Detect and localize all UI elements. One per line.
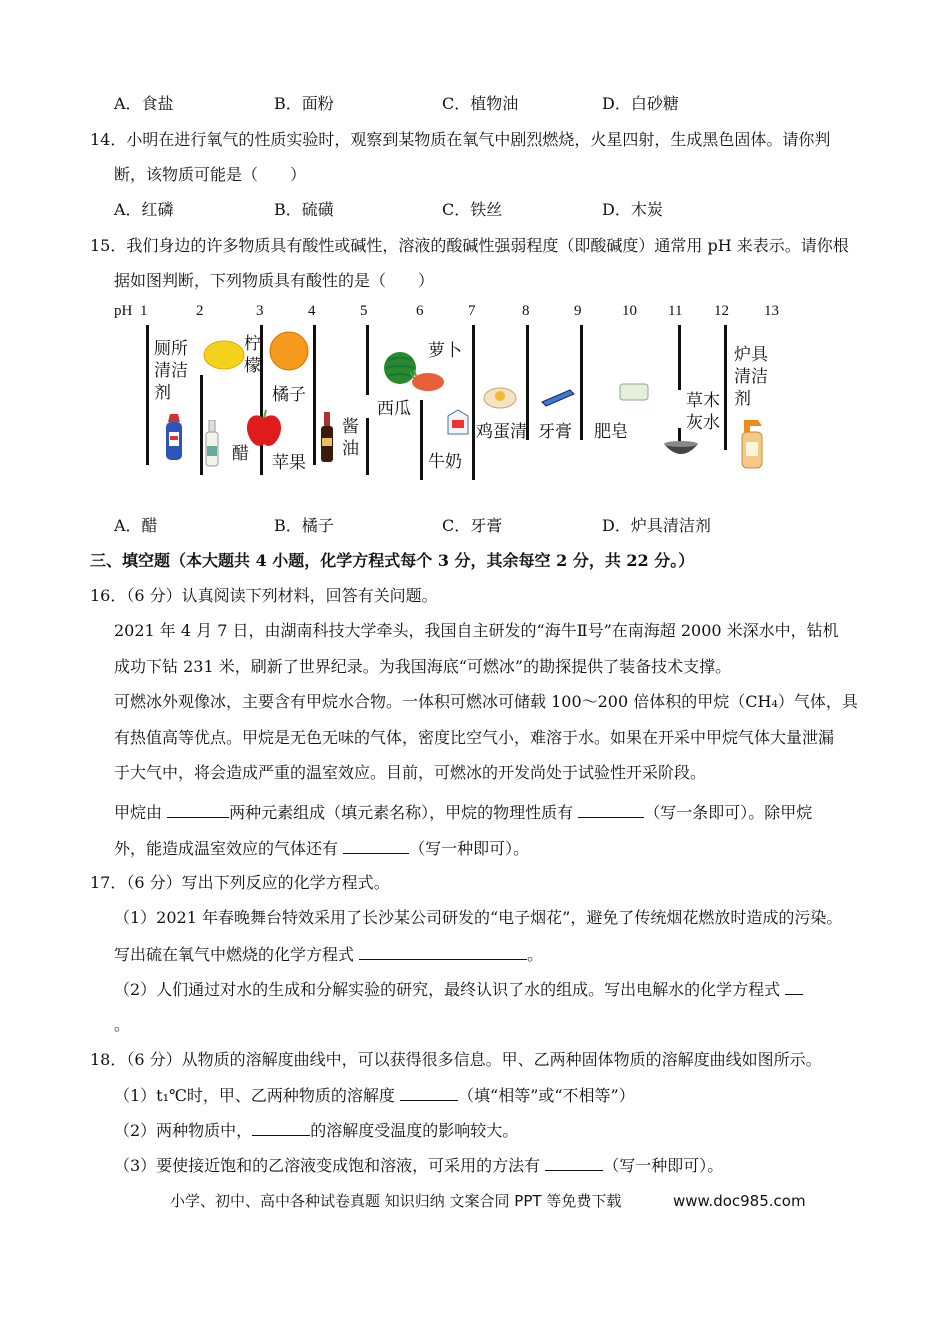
q15-option-b: B．橘子 [274, 516, 334, 535]
orange-icon [268, 330, 310, 372]
footer-url[interactable]: www.doc985.com [673, 1192, 806, 1210]
ph-bar-9 [580, 325, 583, 440]
milk-carton-icon [444, 408, 472, 436]
ph-bar-7 [472, 325, 475, 480]
label-egg-white: 鸡蛋清 [476, 422, 527, 442]
ph-tick-1: 1 [140, 303, 148, 319]
soap-icon [616, 380, 652, 404]
ph-bar-1 [146, 325, 149, 465]
q14-stem-line1: 14．小明在进行氧气的性质实验时，观察到某物质在氧气中剧烈燃烧，火星四射，生成黑色固体。请你判 [90, 130, 831, 149]
q16-p3a-text2: 两种元素组成（填元素名称），甲烷的物理性质有 [229, 803, 579, 822]
radish-icon [410, 368, 448, 394]
q17-s1b [114, 943, 543, 966]
q14-stem-line2: 断，该物质可能是（ ） [114, 165, 307, 184]
label-milk: 牛奶 [428, 452, 462, 472]
q13-option-b: B．面粉 [274, 94, 334, 113]
q18-head: 18．（6 分）从物质的溶解度曲线中，可以获得很多信息。甲、乙两种固体物质的溶解度曲线如图所示。 [90, 1050, 822, 1069]
q18-s2-text1: （2）两种物质中， [114, 1121, 253, 1140]
stove-cleaner-spray-icon [738, 418, 766, 470]
footer-text: 小学、初中、高中各种试卷真题 知识归纳 文案合同 PPT 等免费下载 [170, 1192, 622, 1210]
ph-axis-label: pH [114, 303, 133, 319]
q16-p3b [114, 837, 529, 860]
lemon-icon [202, 338, 246, 372]
q18-s1-text2: （填“相等”或“不相等”） [458, 1086, 635, 1105]
ph-tick-4: 4 [308, 303, 316, 319]
q16-blank-3[interactable] [343, 837, 409, 854]
q17-s1b-text1: 写出硫在氧气中燃烧的化学方程式 [114, 945, 360, 964]
ph-tick-8: 8 [522, 303, 530, 319]
ph-bar-5a [366, 325, 369, 395]
label-orange: 橘子 [272, 385, 306, 405]
label-apple: 苹果 [272, 453, 306, 473]
ash-water-bowl-icon [662, 440, 700, 460]
q16-head: 16．（6 分）认真阅读下列材料，回答有关问题。 [90, 586, 438, 605]
ph-tick-10: 10 [622, 303, 637, 319]
q18-s3 [114, 1154, 723, 1177]
ph-bar-5b [366, 418, 369, 475]
q17-s2b: 。 [114, 1015, 131, 1034]
ph-tick-13: 13 [764, 303, 779, 319]
label-soap: 肥皂 [594, 422, 628, 442]
q16-p3a [114, 801, 812, 824]
label-toothpaste: 牙膏 [538, 422, 572, 442]
q17-s1a: （1）2021 年春晚舞台特效采用了长沙某公司研发的“电子烟花”，避免了传统烟花燃放时造成的污染。 [114, 908, 843, 927]
ph-bar-4 [313, 325, 316, 465]
label-toilet-cleaner: 厕所清洁剂 [154, 339, 188, 403]
ph-tick-7: 7 [468, 303, 476, 319]
q13-option-a: A．食盐 [114, 94, 174, 113]
ph-chart [110, 300, 790, 490]
q16-p3a-text3: （写一条即可）。除甲烷 [644, 803, 813, 822]
ph-tick-3: 3 [256, 303, 264, 319]
label-soy-sauce: 酱油 [342, 417, 359, 459]
q16-p3b-text1: 外，能造成温室效应的气体还有 [114, 839, 344, 858]
q17-s2a-text: （2）人们通过对水的生成和分解实验的研究，最终认识了水的组成。写出电解水的化学方程式 [114, 980, 786, 999]
ph-tick-5: 5 [360, 303, 368, 319]
q17-head: 17．（6 分）写出下列反应的化学方程式。 [90, 873, 390, 892]
q16-blank-1[interactable] [167, 801, 229, 818]
q18-blank-2[interactable] [252, 1119, 310, 1136]
q18-blank-1[interactable] [400, 1084, 458, 1101]
vinegar-bottle-icon [203, 420, 221, 468]
ph-bar-12 [724, 325, 727, 450]
q16-p2a: 可燃冰外观像冰，主要含有甲烷水合物。一体积可燃冰可储载 100～200 倍体积的甲烷（CH₄）气体，具 [114, 692, 858, 711]
ph-bar-6 [420, 400, 423, 480]
section-3-heading: 三、填空题（本大题共 4 小题，化学方程式每个 3 分，其余每空 2 分，共 22 分。） [90, 551, 695, 570]
toothpaste-icon [540, 388, 576, 408]
q15-option-c: C．牙膏 [442, 516, 503, 535]
ph-tick-12: 12 [714, 303, 729, 319]
q13-option-c: C．植物油 [442, 94, 519, 113]
q18-blank-3[interactable] [545, 1154, 603, 1171]
q15-option-a: A．醋 [114, 516, 158, 535]
q17-s1b-text2: 。 [527, 945, 544, 964]
q14-option-a: A．红磷 [114, 200, 174, 219]
q15-stem-line1: 15．我们身边的许多物质具有酸性或碱性，溶液的酸碱性强弱程度（即酸碱度）通常用 pH 来表示。请你根 [90, 236, 849, 255]
q16-p1a: 2021 年 4 月 7 日，由湖南科技大学牵头，我国自主研发的“海牛Ⅱ号”在南海超 2000 米深水中，钻机 [114, 621, 839, 640]
label-radish: 萝卜 [428, 341, 462, 361]
ph-tick-11: 11 [668, 303, 683, 319]
q16-blank-2[interactable] [578, 801, 644, 818]
soy-sauce-bottle-icon [319, 412, 335, 464]
label-stove-cleaner: 炉具清洁剂 [734, 345, 768, 409]
label-ash-water: 草木灰水 [686, 391, 720, 433]
q13-option-d: D．白砂糖 [602, 94, 679, 113]
q18-s2-text2: 的溶解度受温度的影响较大。 [310, 1121, 519, 1140]
q15-option-d: D．炉具清洁剂 [602, 516, 711, 535]
ph-tick-9: 9 [574, 303, 582, 319]
q17-s2a [114, 978, 803, 1001]
egg-white-icon [482, 382, 518, 410]
ph-tick-2: 2 [196, 303, 204, 319]
q17-blank-1[interactable] [359, 943, 527, 960]
q18-s3-text2: （写一种即可）。 [603, 1156, 724, 1175]
q18-s1-text1: （1）t₁℃时，甲、乙两种物质的溶解度 [114, 1086, 401, 1105]
ph-bar-11 [678, 325, 681, 390]
ph-tick-6: 6 [416, 303, 424, 319]
q18-s3-text1: （3）要使接近饱和的乙溶液变成饱和溶液，可采用的方法有 [114, 1156, 546, 1175]
q14-option-c: C．铁丝 [442, 200, 503, 219]
q18-s1 [114, 1084, 635, 1107]
q16-p2b: 有热值高等优点。甲烷是无色无味的气体，密度比空气小，难溶于水。如果在开采中甲烷气体大量泄漏 [114, 728, 835, 747]
label-lemon: 柠檬 [244, 334, 261, 376]
q16-p3b-text2: （写一种即可）。 [409, 839, 530, 858]
q14-option-b: B．硫磺 [274, 200, 334, 219]
q16-p3a-text1: 甲烷由 [114, 803, 168, 822]
q15-stem-line2: 据如图判断，下列物质具有酸性的是（ ） [114, 271, 435, 290]
q16-p1b: 成功下钻 231 米，刷新了世界纪录。为我国海底“可燃冰”的勘探提供了装备技术支撑。 [114, 657, 732, 676]
label-watermelon: 西瓜 [377, 399, 411, 419]
q17-blank-2[interactable] [785, 978, 803, 995]
q14-option-d: D．木炭 [602, 200, 663, 219]
toilet-cleaner-bottle-icon [162, 412, 186, 462]
label-vinegar: 醋 [232, 444, 249, 464]
q18-s2 [114, 1119, 518, 1142]
apple-icon [244, 408, 284, 450]
q16-p2c: 于大气中，将会造成严重的温室效应。目前，可燃冰的开发尚处于试验性开采阶段。 [114, 763, 707, 782]
